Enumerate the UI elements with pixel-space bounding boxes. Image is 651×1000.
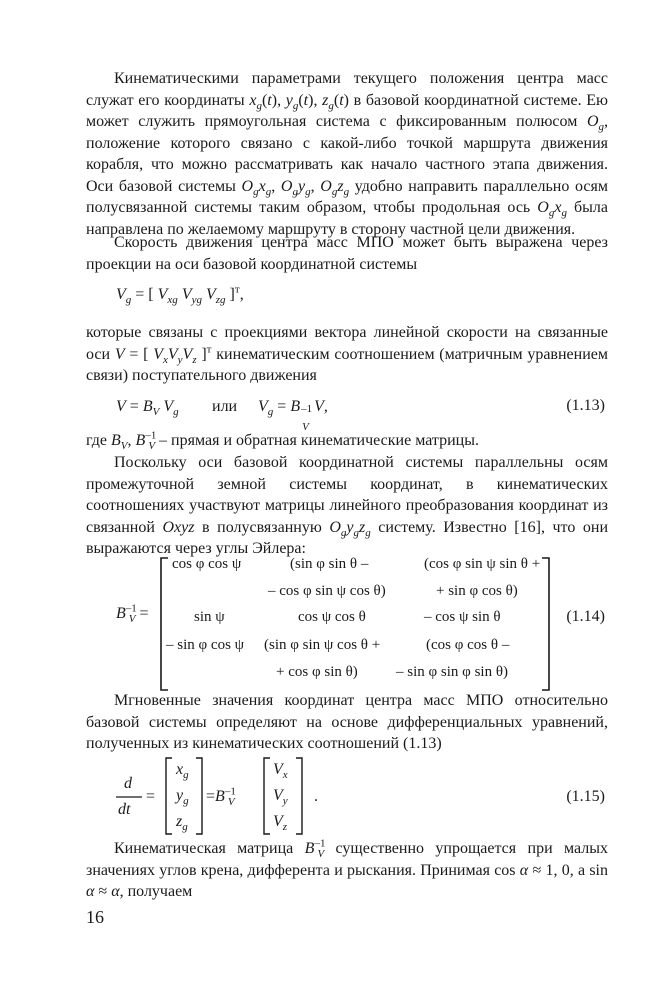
- vector-v-right-bracket: [294, 756, 304, 836]
- equation-number-1-13: (1.13): [566, 397, 605, 414]
- vector-v-left-bracket: [262, 756, 272, 836]
- vector-vy: $V_y$: [273, 787, 288, 808]
- matrix-right-bracket: [540, 556, 552, 692]
- matrix-left-bracket: [158, 556, 170, 692]
- equation-period: .: [314, 788, 318, 805]
- derivative-dt: dt: [118, 801, 131, 818]
- matrix-r1c3a: (cos φ sin ψ sin θ +: [424, 556, 541, 572]
- paragraph-velocity: Скорость движения центра масс МПО может быть выражена через проекции на оси базовой координатной системы: [86, 234, 608, 273]
- equation-number-1-14: (1.14): [566, 608, 605, 625]
- equation-1-13-left: $V = B_V$ $V_g$: [116, 398, 179, 419]
- paragraph-euler-angles: Поскольку оси базовой координатной системы параллельны осям промежуточной земной системы координат, в кинематических соотношениях участвуют матрицы линейного преобразования координат из связанной Oxyz в полусвязанную $O_gy_gz_g$ систему. Известно [16], что они выражаются через углы Эйлера:: [86, 454, 609, 557]
- vector-zg: $z_g$: [176, 813, 188, 834]
- vector-xg-left-bracket: [164, 756, 174, 836]
- vector-xg: $x_g$: [176, 761, 189, 782]
- matrix-r3c2b: + cos φ sin θ): [276, 664, 358, 680]
- matrix-r3c3b: – sin φ sin φ sin θ): [396, 664, 509, 680]
- equation-1-14-lhs: $B^{-1}_V$ =: [116, 602, 149, 626]
- matrix-r2c1: sin ψ: [194, 609, 225, 625]
- matrix-r3c3a: (cos φ cos θ –: [426, 637, 510, 653]
- fraction-line: [116, 796, 142, 799]
- paragraph-instant-values: Мгновенные значения координат центра масс МПО относительно базовой системы определяют на основе дифференциальных уравнений, полученных из кинематических соотношений (1.13): [86, 692, 608, 752]
- equals-binv: $=B^{-1}_V$: [206, 785, 236, 809]
- vector-vx: $V_x$: [273, 761, 288, 782]
- equation-vg: $V_g$ = [ $V_{xg}$ $V_{yg}$ $V_{zg}$ ]$^т$,: [116, 283, 244, 307]
- page-number: 16: [86, 907, 104, 927]
- matrix-r1c3b: + sin φ cos θ): [436, 583, 518, 599]
- vector-yg: $y_g$: [176, 787, 189, 808]
- matrix-r3c2a: (sin φ sin ψ cos θ +: [264, 637, 381, 653]
- matrix-r3c1: – sin φ cos ψ: [166, 637, 245, 653]
- equals-sign: =: [146, 788, 156, 805]
- paragraph-kinematic-parameters: Кинематическими параметрами текущего положения центра масс служат его координаты $x_g(t)$, $y_g(t)$, $z_g(t)$ в базовой координатной системе. Ею может служить прямоугольная система с фиксированным полюсом $O_g$, положение которого связано с какой-либо точкой маршрута движения корабля, что можно рассматривать как начало частного этапа движения. Оси базовой системы $O_gx_g$, $O_gy_g$, $O_gz_g$ удобно направить параллельно осям полусвязанной системы таким образом, чтобы продольная ось $O_gx_g$ была направлена по желаемому маршруту в сторону частной цели движения.: [86, 70, 609, 238]
- vector-vz: $V_z$: [273, 813, 288, 834]
- matrix-r1c1: cos φ cos ψ: [172, 556, 242, 572]
- matrix-r1c2a: (sin φ sin θ –: [290, 556, 369, 572]
- equation-number-1-15: (1.15): [566, 788, 605, 805]
- matrix-r2c2: cos ψ cos θ: [298, 609, 366, 625]
- equation-1-13-right: $V_g = B$ –1 V V,: [258, 398, 328, 433]
- equation-1-13-or: или: [212, 398, 238, 415]
- matrix-r1c2b: – cos φ sin ψ cos θ): [268, 583, 386, 599]
- vector-xg-right-bracket: [194, 756, 204, 836]
- paragraph-projections: которые связаны с проекциями вектора линейной скорости на связанные оси V = [ $V_xV_yV_z$ ]$^т$ кинематическим соотношением (матричным уравнением связи) поступательного движения: [86, 324, 608, 384]
- derivative-d: d: [124, 775, 132, 792]
- paragraph-where-bv: где $B_V$, $B^{-1}_V$ – прямая и обратная кинематические матрицы.: [86, 429, 479, 453]
- matrix-r2c3: – cos ψ sin θ: [424, 609, 501, 625]
- paragraph-small-angles: Кинематическая матрица $B^{-1}_V$ существенно упрощается при малых значениях углов крена, дифферента и рыскания. Принимая cos α ≈ 1, 0, a sin α ≈ α, получаем: [86, 837, 608, 900]
